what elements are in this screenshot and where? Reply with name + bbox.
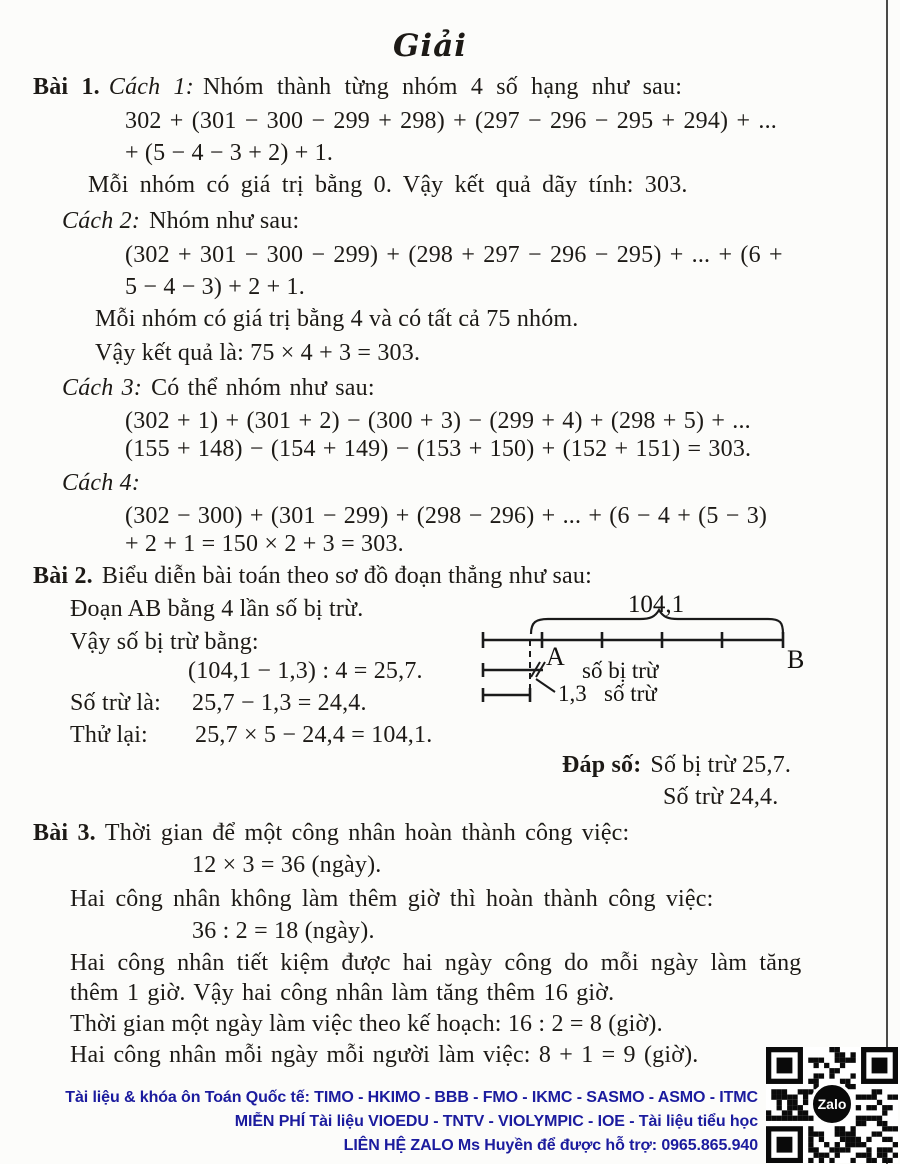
bai1-cach2-label: Cách 2: [62, 208, 141, 234]
footer-line-2: MIỄN PHÍ Tài liệu VIOEDU - TNTV - VIOLYMPIC - IOE - Tài liệu tiểu học [234, 1113, 758, 1130]
bai3-heading-text: Thời gian để một công nhân hoàn thành công việc: [104, 820, 630, 846]
bai1-cach4-label: Cách 4: [62, 470, 141, 496]
diagram-minuend-label: số bị trừ [582, 658, 659, 683]
bai2-line4-eq: 25,7 × 5 − 24,4 = 104,1. [195, 722, 433, 748]
bai2-line2: Vậy số bị trừ bằng: [70, 629, 259, 655]
bai1-note1: Mỗi nhóm có giá trị bằng 0. Vậy kết quả dãy tính: 303. [88, 172, 688, 198]
bai3-label: Bài 3. [33, 820, 96, 846]
bai3-line3b: thêm 1 giờ. Vậy hai công nhân làm tăng thêm 16 giờ. [70, 980, 615, 1006]
bai2-heading-text: Biểu diễn bài toán theo sơ đồ đoạn thẳng như sau: [101, 563, 592, 589]
bai1-cach3-text: Có thể nhóm như sau: [151, 375, 375, 401]
bai1-note2a: Mỗi nhóm có giá trị bằng 4 và có tất cả 75 nhóm. [95, 306, 579, 332]
bai3-line5: Hai công nhân mỗi ngày mỗi người làm việc: 8 + 1 = 9 (giờ). [70, 1042, 699, 1068]
footer-contact-block [65, 1086, 758, 1158]
bai2-line3-label: Số trừ là: [70, 690, 162, 716]
bai1-cach3-label: Cách 3: [62, 375, 143, 401]
bai1-cach1-text: Nhóm thành từng nhóm 4 số hạng như sau: [202, 74, 683, 100]
bai2-heading [33, 563, 592, 591]
bai1-eq1-line1: 302 + (301 − 300 − 299 + 298) + (297 − 296 − 295 + 294) + ... [125, 108, 777, 134]
bai2-dap-so-2: Số trừ 24,4. [663, 784, 779, 810]
diagram-point-b: B [787, 645, 805, 674]
bai2-dap-so [562, 752, 791, 780]
bai1-label: Bài 1. [33, 74, 100, 100]
bai1-eq3-line1: (302 + 1) + (301 + 2) − (300 + 3) − (299 + 4) + (298 + 5) + ... [125, 408, 751, 434]
bai1-cach1-label: Cách 1: [108, 74, 194, 100]
bai1-eq4-line1: (302 − 300) + (301 − 299) + (298 − 296) + ... + (6 − 4 + (5 − 3) [125, 503, 768, 529]
footer-line-3: LIÊN HỆ ZALO Ms Huyền để được hỗ trợ: 0965.865.940 [343, 1137, 758, 1154]
diagram-point-a: A [546, 642, 565, 671]
bai1-eq4-line2: + 2 + 1 = 150 × 2 + 3 = 303. [125, 531, 404, 557]
bai1-cach2-heading [62, 208, 299, 236]
bai1-eq3-line2: (155 + 148) − (154 + 149) − (153 + 150) + (152 + 151) = 303. [125, 436, 752, 462]
diagram-subtrahend-label: số trừ [604, 681, 657, 706]
bai2-line1: Đoạn AB bằng 4 lần số bị trừ. [70, 596, 364, 622]
bai2-line4-label: Thử lại: [70, 722, 148, 748]
bai3-line2: Hai công nhân không làm thêm giờ thì hoàn thành công việc: [70, 886, 714, 912]
bai1-eq2-line1: (302 + 301 − 300 − 299) + (298 + 297 − 296 − 295) + ... + (6 + [125, 242, 783, 268]
pointer-line [536, 679, 555, 692]
zalo-qr-code [766, 1047, 898, 1163]
bai3-line4: Thời gian một ngày làm việc theo kế hoạch: 16 : 2 = 8 (giờ). [70, 1011, 663, 1037]
bai1-cach2-text: Nhóm như sau: [149, 208, 300, 234]
bai2-line3-eq: 25,7 − 1,3 = 24,4. [192, 690, 367, 716]
page-title: Giải [392, 28, 468, 64]
dap-so-label: Đáp số: [562, 752, 642, 778]
bai3-eq1: 12 × 3 = 36 (ngày). [192, 852, 382, 878]
zalo-logo-icon: Zalo [810, 1082, 854, 1126]
bai2-eq1: (104,1 − 1,3) : 4 = 25,7. [188, 658, 423, 684]
bai3-eq2: 36 : 2 = 18 (ngày). [192, 918, 375, 944]
segment-diagram [470, 588, 900, 718]
bai3-line3a: Hai công nhân tiết kiệm được hai ngày công do mỗi ngày làm tăng [70, 950, 802, 976]
scan-edge-line [886, 0, 888, 1164]
diagram-difference-value: 1,3 [558, 681, 587, 706]
bai1-eq2-line2: 5 − 4 − 3) + 2 + 1. [125, 274, 305, 300]
diagram-total-value: 104,1 [627, 591, 685, 618]
dap-so-value-1: Số bị trừ 25,7. [650, 752, 792, 778]
bai1-cach3-heading [62, 375, 375, 403]
bai1-heading [33, 74, 682, 102]
bai3-heading [33, 820, 629, 848]
bai2-label: Bài 2. [33, 563, 93, 589]
bai1-cach4-heading [62, 470, 140, 498]
bai1-note2b: Vậy kết quả là: 75 × 4 + 3 = 303. [95, 340, 421, 366]
footer-line-1: Tài liệu & khóa ôn Toán Quốc tế: TIMO - HKIMO - BBB - FMO - IKMC - SASMO - ASMO - ITMC [65, 1089, 758, 1106]
bai1-eq1-line2: + (5 − 4 − 3 + 2) + 1. [125, 140, 334, 166]
